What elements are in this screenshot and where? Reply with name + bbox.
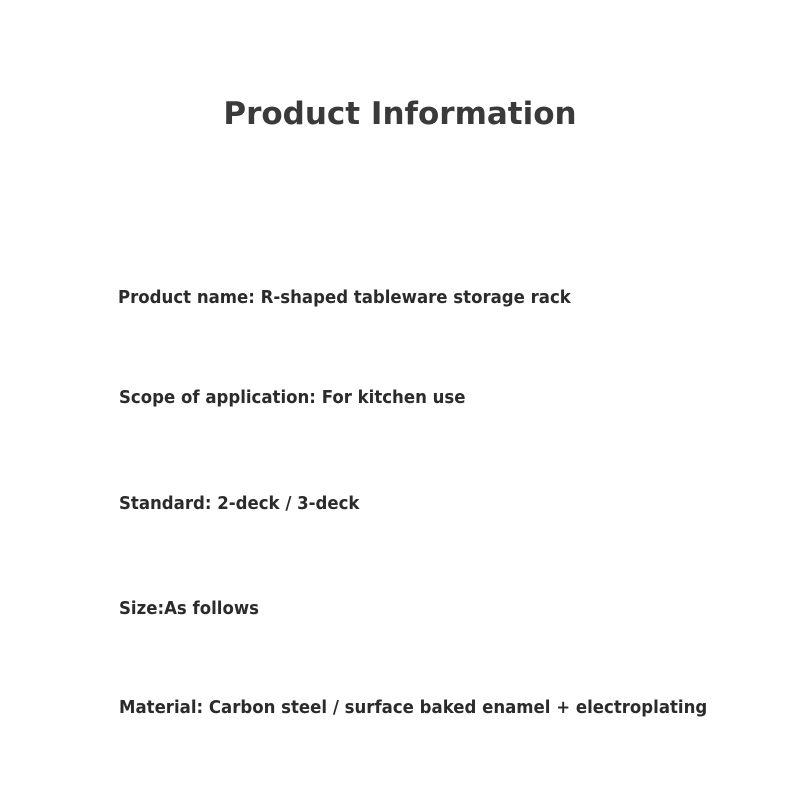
product-name-line: Product name: R-shaped tableware storage rack xyxy=(118,287,571,308)
scope-line: Scope of application: For kitchen use xyxy=(119,387,466,408)
size-line: Size:As follows xyxy=(119,598,260,619)
page-title: Product Information xyxy=(223,96,577,132)
standard-line: Standard: 2-deck / 3-deck xyxy=(119,493,360,514)
material-line: Material: Carbon steel / surface baked enamel + electroplating xyxy=(119,697,708,718)
